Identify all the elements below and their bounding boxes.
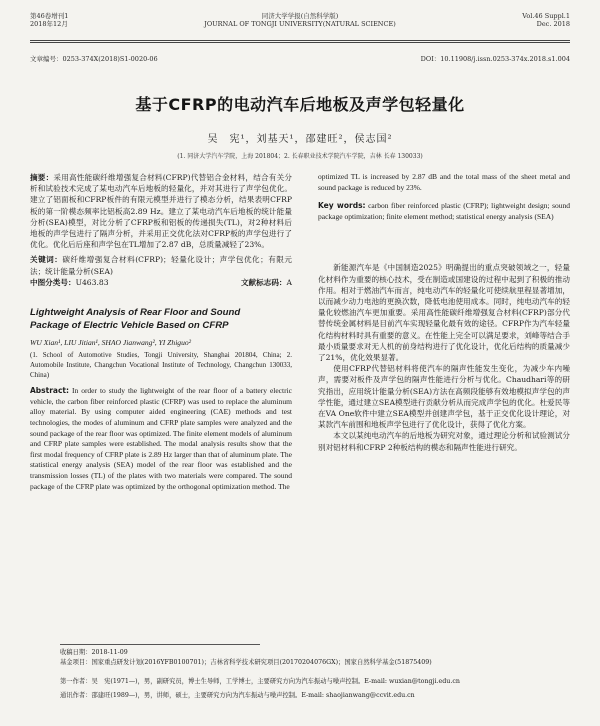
- author-affiliation: (1. 同济大学汽车学院，上海 201804；2. 长春职业技术学院汽车学院，吉林 长春 130033): [177, 153, 423, 160]
- english-title-line1: Lightweight Analysis of Rear Floor and Sound: [30, 307, 241, 319]
- article-number: 文章编号：0253-374X(2018)S1-0020-06: [30, 55, 158, 63]
- publication-date: 2018年12月: [30, 20, 68, 28]
- english-keywords: [318, 201, 570, 222]
- english-keywords-label: Key words:: [318, 201, 366, 211]
- journal-name-cn: 同济大学学报(自然科学版): [261, 12, 339, 20]
- english-keywords-text: carbon fiber reinforced plastic (CFRP); lightweight design; sound package optimization; finite element method; statistical energy analysis (SEA): [318, 201, 570, 221]
- document-code-value: A: [286, 277, 292, 287]
- keywords-cn-label: 关键词：: [30, 255, 63, 265]
- english-abstract-continued: optimized TL is increased by 2.87 dB and the total mass of the sheet metal and sound package is reduced by 23%.: [318, 172, 570, 192]
- author-list: 吴 宪¹，刘基天¹，邵建旺²，侯志国²: [207, 134, 393, 145]
- right-column: [318, 172, 570, 453]
- volume-issue: 第46卷增刊1: [30, 12, 69, 20]
- document-code: [241, 277, 292, 288]
- header-right: [522, 12, 570, 28]
- english-abstract: [30, 386, 292, 492]
- body-text: [318, 262, 570, 452]
- english-title: [30, 306, 292, 332]
- header-rule-2: [30, 42, 570, 43]
- body-paragraph: 使用CFRP代替铝材料将使汽车的隔声性能发生变化，为减少车内噪声，需要对板件及声学包的隔声性能进行分析与优化。Chaudhari等的研究指出，应用统计能量分析(SEA)方法在高频段能够有效地模拟声学包的声学性能，通过建立SEA模型进行贡献分析从而完成声学包的优化。杜爱民等在VA One软件中建立SEA模型并创建声学包，基于正交优化设计理论，对某款汽车前围和地板声学包进行了优化设计，获得了优化方案。: [318, 364, 570, 430]
- abstract-cn-text: 采用高性能碳纤维增强复合材料(CFRP)代替铝合金材料，结合有关分析和试验技术完成了某电动汽车后地板的轻量化，并对其进行了声学包优化。建立了铝面板和CFRP板件的有限元模型并进行了模态分析，结果表明CFRP板的第一阶模态频率比铝板高2.89 Hz。建立了某电动汽车后地板的统计能量分析(SEA)模型，对比分析了CFRP板和铝板的传递损失(TL)，对2种材料后地板的声学包进行了隔声分析，并采用正交优化法对CFRP板的声学包进行了优化。优化后后座和声学包在TL增加了2.87 dB，总质量减轻了23%。: [30, 173, 293, 250]
- english-abstract-label: Abstract:: [30, 386, 70, 396]
- clc-value: U463.83: [75, 277, 109, 287]
- journal-name-en: JOURNAL OF TONGJI UNIVERSITY(NATURAL SCIENCE): [204, 20, 396, 28]
- footnote-corresponding-author: 通讯作者：邵建旺(1989—)，男，讲师，硕士，主要研究方向为汽车振动与噪声控制。E-mail: shaojianwang@ccvit.edu.cn: [60, 692, 415, 699]
- running-header: [30, 12, 570, 36]
- clc-label: 中图分类号：: [30, 277, 76, 287]
- classification-row: [30, 277, 292, 288]
- english-abstract-text: In order to study the lightweight of the rear floor of a battery electric vehicle, the carbon fiber reinforced plastic (CFRP) was used to replace the aluminum alloy material. By using computer aided engineering (CAE) methods and test technologies, the modes of aluminum and CFRP plate samples were analyzed and the sound package of the rear floor was optimized. The finite element models of aluminum and CFRP plate samples were established. The modal analysis results show that the first modal frequency of CFRP plate is 2.89 Hz larger than that of aluminum plate. The statistical energy analysis (SEA) model of the rear floor was established and the transmission losses (TL) of the plates with two materials were compared. The sound package of the CFRP plate was optimized by the orthogonal optimization method. The: [30, 386, 293, 491]
- paper-title: 基于CFRP的电动汽车后地板及声学包轻量化: [135, 95, 465, 114]
- footnote-fund: 基金项目：国家重点研发计划(2016YFB0100701)；吉林省科学技术研究项目(20170204076GX)；国家自然科学基金(51875409): [60, 659, 432, 666]
- document-code-label: 文献标志码：: [240, 277, 287, 287]
- doi: DOI：10.11908/j.issn.0253-374x.2018.s1.004: [420, 55, 570, 63]
- body-paragraph: 新能源汽车是《中国制造2025》明确提出的重点突破领域之一，轻量化材料作为重要的核心技术，受在制造或国建设的过程中起到了积极的推动作用。相对于燃油汽车而言，纯电动汽车的轻量化可使续航里程显著增加，以而减少动力电池的更换次数，降低电池使用成本。同时，纯电动汽车的轻量化较燃油汽车更加重要。采用高性能碳纤维增强复合材料(CFRP)部分代替传统金属材料是目前汽车实现轻量化最有效的途径。CFRP作为汽车轻量化结构材料时具有重要的意义。在性能上完全可以满足要求，刘峰等结合手最小质量要求对无人机的前身结构进行了优化设计，优化后结构的质量减少了21%，优化效果显著。: [318, 263, 570, 362]
- abstract-cn: [30, 172, 292, 250]
- volume-en: Vol.46 Suppl.1: [522, 12, 570, 20]
- left-column: [30, 172, 292, 492]
- english-authors: WU Xian¹, LIU Jitian¹, SHAO Jianwang², YI Zhiguo²: [30, 338, 191, 348]
- header-rule: [30, 40, 570, 41]
- header-center: [30, 12, 570, 28]
- english-affiliation: (1. School of Automotive Studies, Tongji University, Shanghai 201804, China; 2. Automobile Institute, Changchun Vocational Institute of Technology, Changchun 130033, China): [30, 351, 292, 380]
- english-title-line2: Package of Electric Vehicle Based on CFRP: [30, 320, 229, 332]
- abstract-cn-label: 摘要：: [30, 173, 54, 182]
- article-meta: [30, 54, 570, 63]
- body-paragraph: 本文以某纯电动汽车的后地板为研究对象，通过理论分析和试验测试分别对铝材料和CFRP 2种板结构的模态和隔声性能进行研究。: [318, 431, 570, 452]
- footnote-received: 收稿日期：2018-11-09: [60, 649, 128, 656]
- date-en: Dec. 2018: [536, 20, 570, 28]
- footnote-first-author: 第一作者：吴 宪(1971—)，男，副研究员，博士生导师，工学博士，主要研究方向为汽车振动与噪声控制。E-mail: wuxian@tongji.edu.cn: [60, 678, 460, 685]
- keywords-cn: [30, 254, 292, 276]
- keywords-cn-text: 碳纤维增强复合材料(CFRP)；轻量化设计；声学包优化；有限元法；统计能量分析(SEA): [30, 255, 292, 276]
- footnote-rule: [60, 644, 260, 645]
- clc-number: [30, 277, 109, 288]
